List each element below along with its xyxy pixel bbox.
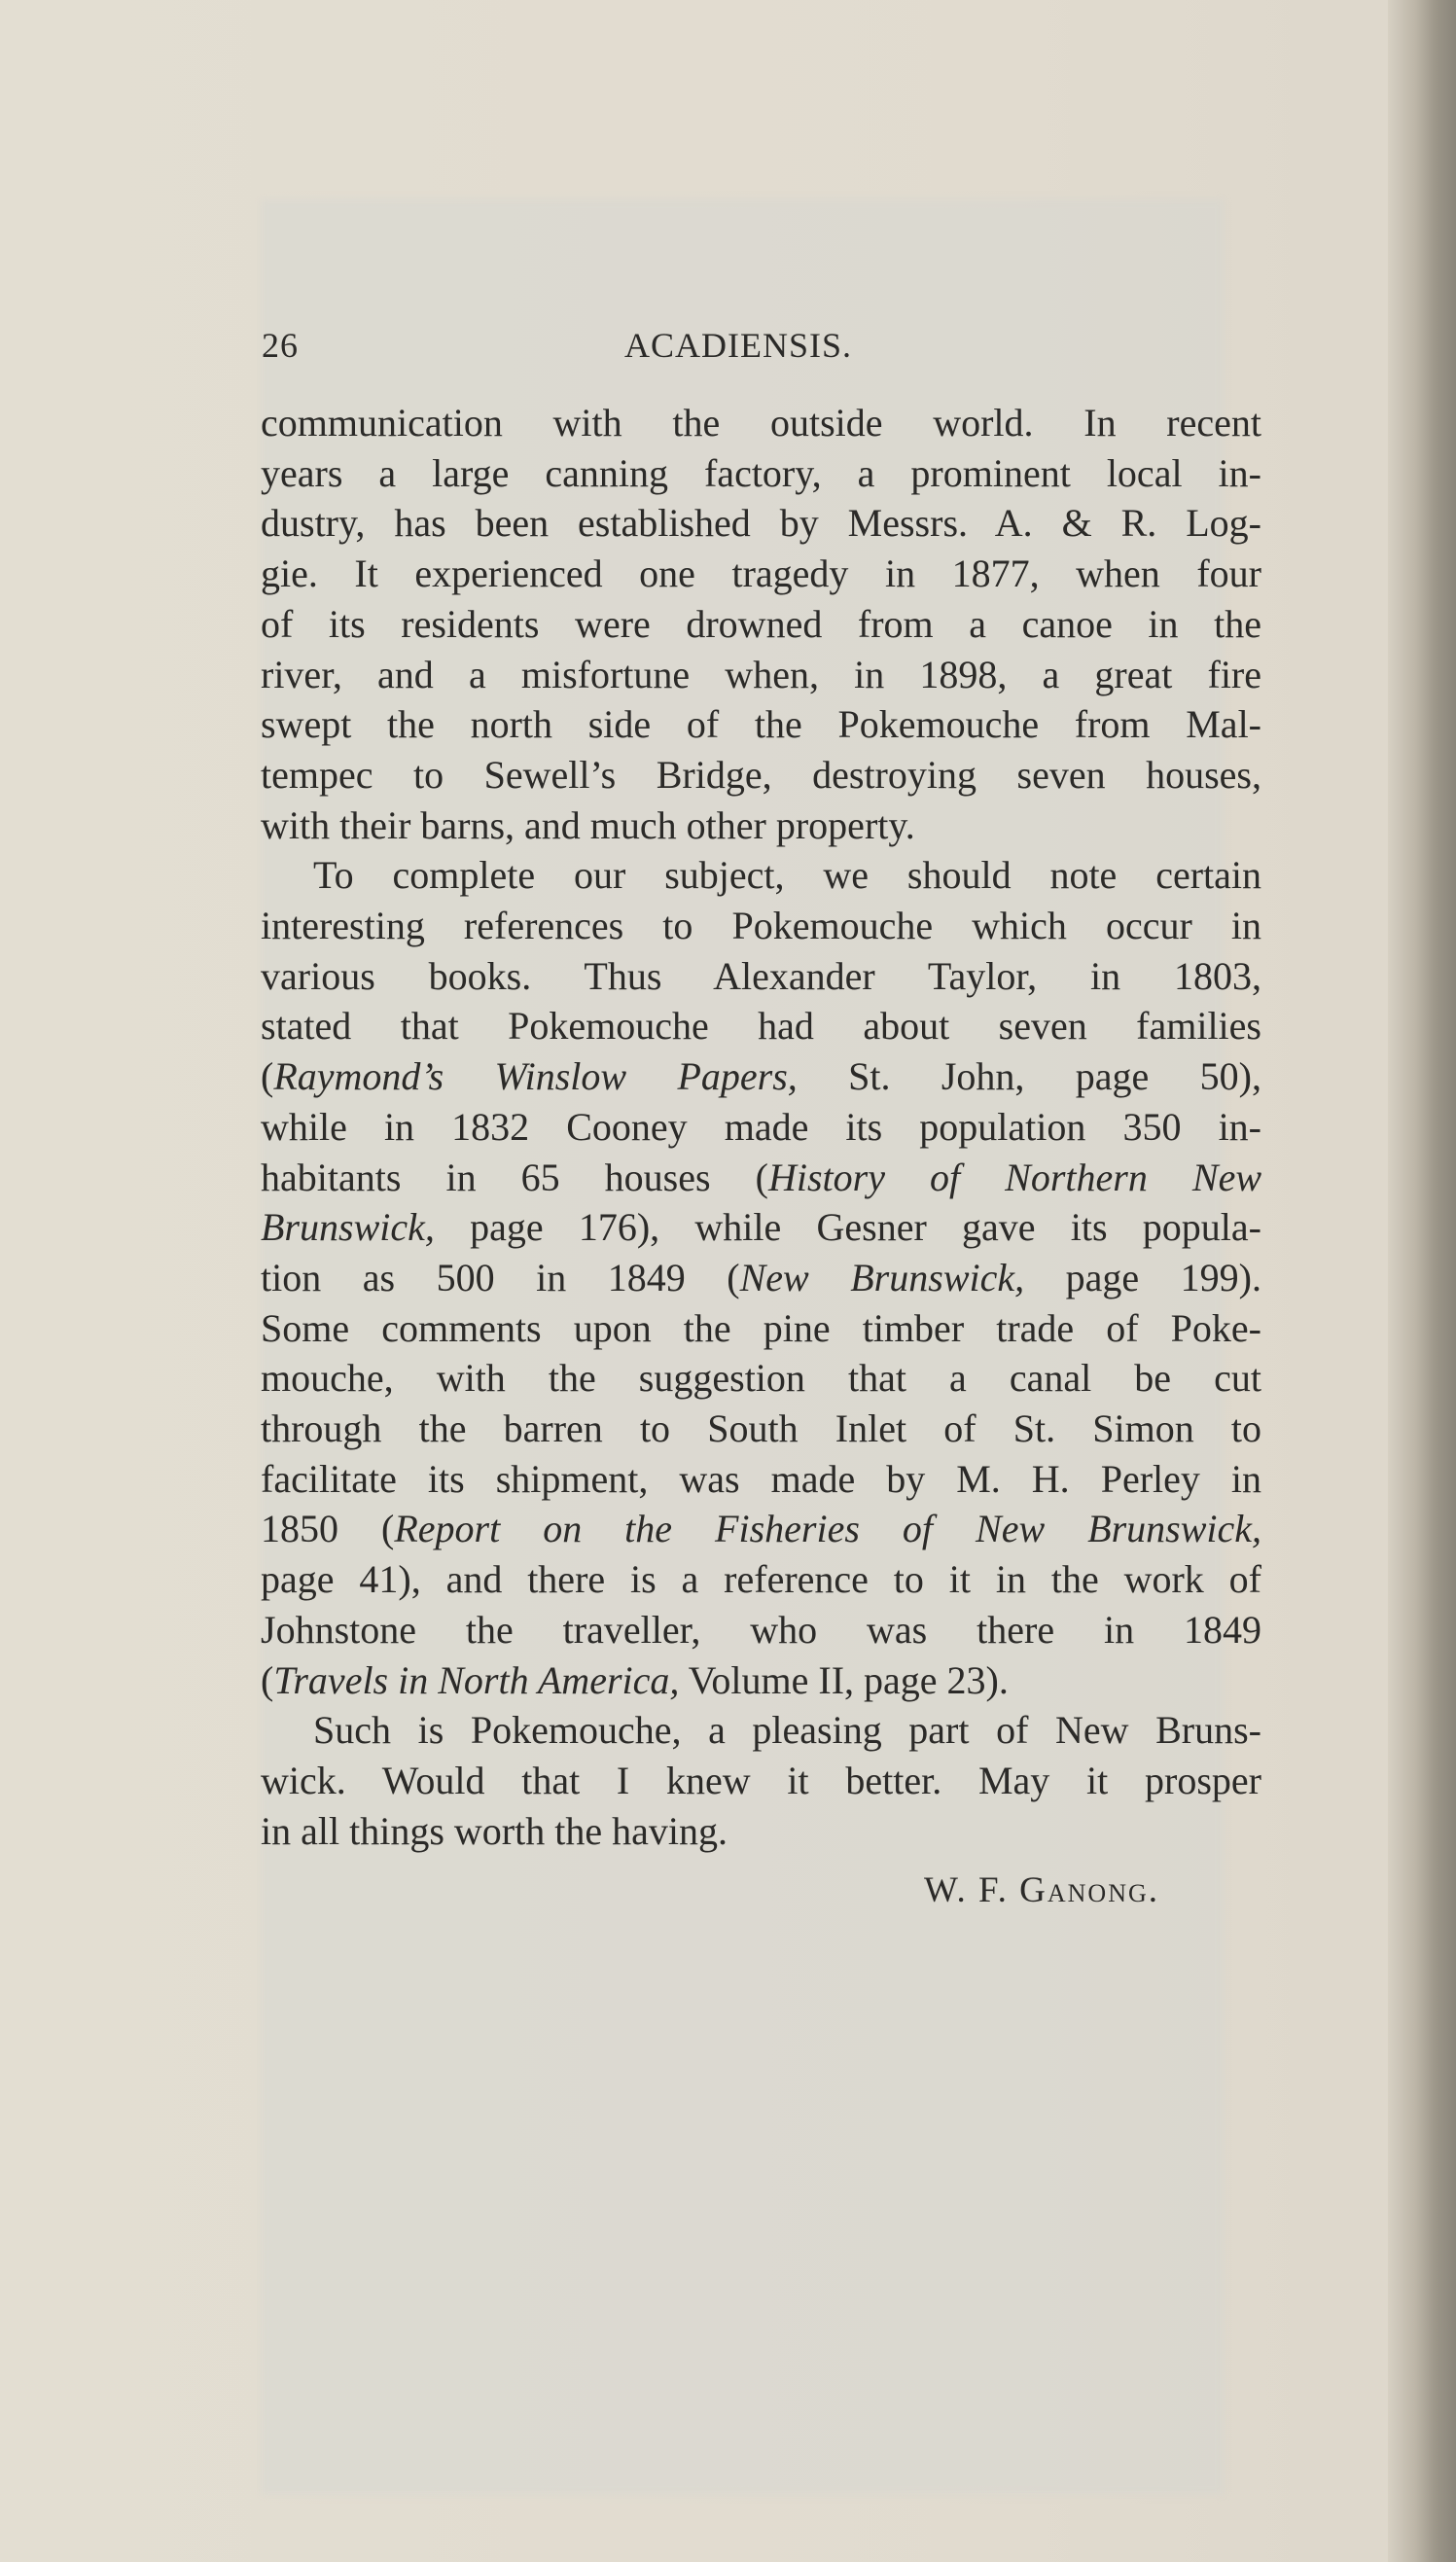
book-spine-shadow (1388, 0, 1456, 2562)
text-line: years a large canning factory, a prominent local in- (261, 450, 1261, 495)
author-signature: W. F. Ganong. (924, 1870, 1159, 1910)
text-line: river, and a misfortune when, in 1898, a great fire (261, 652, 1261, 696)
italic-title: Brunswick, (261, 1205, 435, 1250)
text-line: tempec to Sewell’s Bridge, destroying seven houses, (261, 752, 1261, 797)
italic-title: Travels in North America, (273, 1657, 680, 1702)
text-line: dustry, has been established by Messrs. A. & R. Log- (261, 501, 1261, 546)
text-line-with-italic: tion as 500 in 1849 (New Brunswick, page 199). (261, 1255, 1262, 1299)
text-line: facilitate its shipment, was made by M. H. Perley in (261, 1456, 1261, 1501)
text-line: while in 1832 Cooney made its population 350 in- (261, 1104, 1261, 1149)
text-line-with-italic: 1850 (Report on the Fisheries of New Brunswick, (261, 1507, 1261, 1551)
text-line: of its residents were drowned from a canoe in the (261, 601, 1261, 646)
text-line: swept the north side of the Pokemouche from Mal- (261, 702, 1261, 747)
italic-title: New Brunswick, (739, 1255, 1025, 1299)
text-line: communication with the outside world. In recent (261, 401, 1261, 445)
text-line: stated that Pokemouche had about seven families (261, 1004, 1261, 1049)
page-number: 26 (262, 326, 299, 365)
text-line: To complete our subject, we should note certain (313, 853, 1261, 898)
text-line: Johnstone the traveller, who was there in 1849 (261, 1607, 1261, 1652)
text-line-with-italic: Brunswick, page 176), while Gesner gave its popula- (261, 1205, 1261, 1250)
text-line: with their barns, and much other property. (261, 802, 915, 847)
text-line: Such is Pokemouche, a pleasing part of New Bruns- (313, 1708, 1261, 1753)
text-line: through the barren to South Inlet of St. Simon to (261, 1406, 1261, 1451)
running-head (262, 318, 1215, 373)
text-line-with-italic: habitants in 65 houses (History of Northern New (261, 1155, 1262, 1199)
text-line: various books. Thus Alexander Taylor, in 1803, (261, 953, 1261, 998)
journal-title: ACADIENSIS. (623, 326, 852, 365)
text-line: mouche, with the suggestion that a canal be cut (261, 1356, 1261, 1401)
body-text (261, 398, 1261, 1856)
text-line: page 41), and there is a reference to it in the work of (261, 1557, 1261, 1602)
italic-title: History of Northern New (767, 1155, 1262, 1199)
text-line: Some comments upon the pine timber trade of Poke- (261, 1305, 1261, 1350)
italic-title: Raymond’s Winslow Papers, (273, 1054, 798, 1099)
text-line-with-italic: (Raymond’s Winslow Papers, St. John, page 50), (261, 1054, 1261, 1099)
italic-title: Report on the Fisheries of New Brunswick, (394, 1507, 1261, 1551)
text-line: gie. It experienced one tragedy in 1877, when four (261, 552, 1261, 596)
text-line-with-italic: (Travels in North America, Volume II, page 23). (261, 1657, 1009, 1702)
text-line: wick. Would that I knew it better. May it prosper (261, 1758, 1261, 1802)
text-line: interesting references to Pokemouche which occur in (261, 904, 1261, 948)
text-line: in all things worth the having. (261, 1808, 728, 1853)
